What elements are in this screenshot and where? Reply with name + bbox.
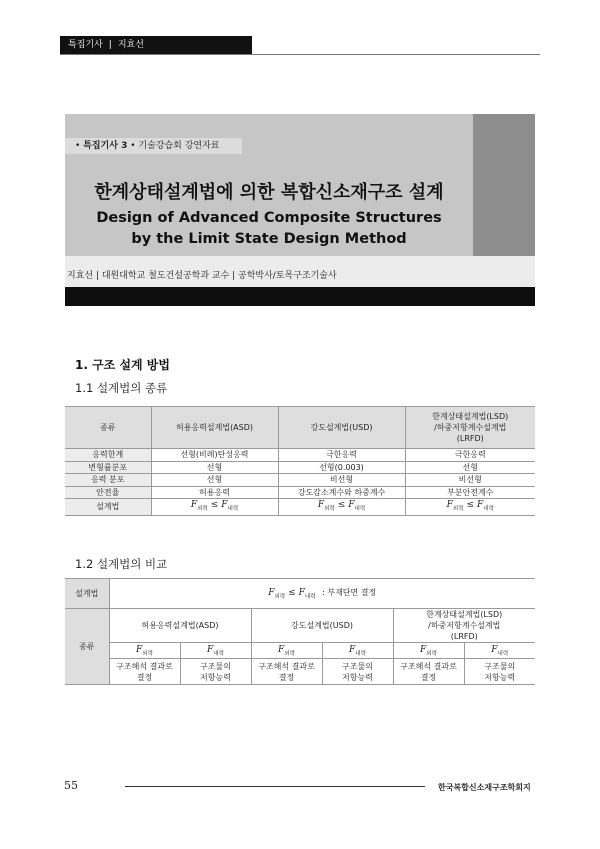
banner-black-bar bbox=[65, 287, 535, 306]
table-header-cell: 종류 bbox=[65, 407, 151, 449]
table-header-row bbox=[65, 407, 535, 449]
row-label: 종류 bbox=[65, 609, 109, 685]
table-row bbox=[65, 461, 535, 474]
desc-int: 구조물의 저항능력 bbox=[180, 659, 251, 685]
force-symbol-int: $F_{내력}$ bbox=[180, 643, 251, 659]
table-cell: 선형(비례)탄성응력 bbox=[151, 449, 278, 462]
table-row bbox=[65, 609, 535, 643]
series-tag: • 특집기사 3 • 기술강습회 강연자료 bbox=[65, 138, 242, 154]
title-korean: 한계상태설계법에 의한 복합신소재구조 설계 bbox=[94, 182, 444, 203]
table-header-cell: 허용응력설계법(ASD) bbox=[151, 407, 278, 449]
header-rule bbox=[60, 54, 540, 55]
design-criterion-note: : 부재단면 결정 bbox=[322, 588, 377, 598]
force-symbol-ext: $F_{외력}$ bbox=[109, 643, 180, 659]
force-symbol-ext: $F_{외력}$ bbox=[393, 643, 464, 659]
table-cell: 부분안전계수 bbox=[405, 486, 535, 499]
table-cell: 극한응력 bbox=[278, 449, 405, 462]
design-inequality: $F_{외력} \le F_{내력}$ bbox=[151, 499, 278, 516]
table-cell: 강도감소계수와 하중계수 bbox=[278, 486, 405, 499]
row-label: 응력한계 bbox=[65, 449, 151, 462]
header-tab bbox=[60, 36, 252, 54]
table-row bbox=[65, 474, 535, 487]
design-method-comparison-table bbox=[65, 578, 535, 685]
method-name: 한계상태설계법(LSD) /하중저항계수설계법 (LRFD) bbox=[393, 609, 535, 643]
method-name: 허용응력설계법(ASD) bbox=[109, 609, 251, 643]
row-label: 설계법 bbox=[65, 579, 109, 609]
table-row bbox=[65, 449, 535, 462]
series-label: 특집기사 3 bbox=[83, 141, 128, 151]
row-label: 설계법 bbox=[65, 499, 151, 516]
table-cell: 선형 bbox=[151, 461, 278, 474]
row-label: 변형률분포 bbox=[65, 461, 151, 474]
table-cell: 극한응력 bbox=[405, 449, 535, 462]
header-separator: | bbox=[108, 40, 112, 50]
title-english bbox=[65, 208, 473, 250]
table-row bbox=[65, 499, 535, 516]
table-cell: 선형(0.003) bbox=[278, 461, 405, 474]
table-header-cell: 한계상태설계법(LSD) /하중저항계수설계법 (LRFD) bbox=[405, 407, 535, 449]
desc-ext: 구조해석 결과로 결정 bbox=[109, 659, 180, 685]
header-section: 특집기사 bbox=[68, 40, 103, 50]
design-method-types-table bbox=[65, 406, 535, 516]
design-criterion: $F_{외력} \le F_{내력}$ : 부재단면 결정 bbox=[109, 579, 535, 609]
table-cell: 선형 bbox=[405, 461, 535, 474]
desc-int: 구조물의 저항능력 bbox=[322, 659, 393, 685]
table-cell: 선형 bbox=[151, 474, 278, 487]
table-cell: 허용응력 bbox=[151, 486, 278, 499]
force-symbol-ext: $F_{외력}$ bbox=[251, 643, 322, 659]
table-row bbox=[65, 643, 535, 659]
title-english-line1: Design of Advanced Composite Structures bbox=[96, 210, 442, 226]
header-author: 지효선 bbox=[117, 40, 144, 50]
table-cell: 비선형 bbox=[278, 474, 405, 487]
design-inequality: $F_{외력} \le F_{내력}$ bbox=[278, 499, 405, 516]
journal-name: 한국복합신소재구조학회지 bbox=[438, 783, 531, 792]
footer-rule bbox=[125, 786, 425, 787]
table-header-cell: 강도설계법(USD) bbox=[278, 407, 405, 449]
row-label: 응력 분포 bbox=[65, 474, 151, 487]
table-cell: 비선형 bbox=[405, 474, 535, 487]
table-row bbox=[65, 659, 535, 685]
author-line: 지효선 | 대원대학교 철도건설공학과 교수 | 공학박사/토목구조기술사 bbox=[67, 271, 337, 281]
force-symbol-int: $F_{내력}$ bbox=[322, 643, 393, 659]
page-number: 55 bbox=[64, 779, 78, 792]
row-label: 안전율 bbox=[65, 486, 151, 499]
desc-ext: 구조해석 결과로 결정 bbox=[393, 659, 464, 685]
desc-ext: 구조해석 결과로 결정 bbox=[251, 659, 322, 685]
banner-side-block bbox=[473, 114, 535, 256]
subsection-1-1: 1.1 설계법의 종류 bbox=[75, 381, 168, 395]
design-inequality: $F_{외력} \le F_{내력}$ bbox=[405, 499, 535, 516]
subsection-1-2: 1.2 설계법의 비교 bbox=[75, 557, 168, 571]
section-heading: 1. 구조 설계 방법 bbox=[75, 358, 170, 372]
force-symbol-int: $F_{내력}$ bbox=[464, 643, 535, 659]
table-row bbox=[65, 486, 535, 499]
table-row bbox=[65, 579, 535, 609]
title-english-line2: by the Limit State Design Method bbox=[131, 231, 407, 247]
desc-int: 구조물의 저항능력 bbox=[464, 659, 535, 685]
series-desc: 기술강습회 강연자료 bbox=[138, 141, 220, 151]
method-name: 강도설계법(USD) bbox=[251, 609, 393, 643]
